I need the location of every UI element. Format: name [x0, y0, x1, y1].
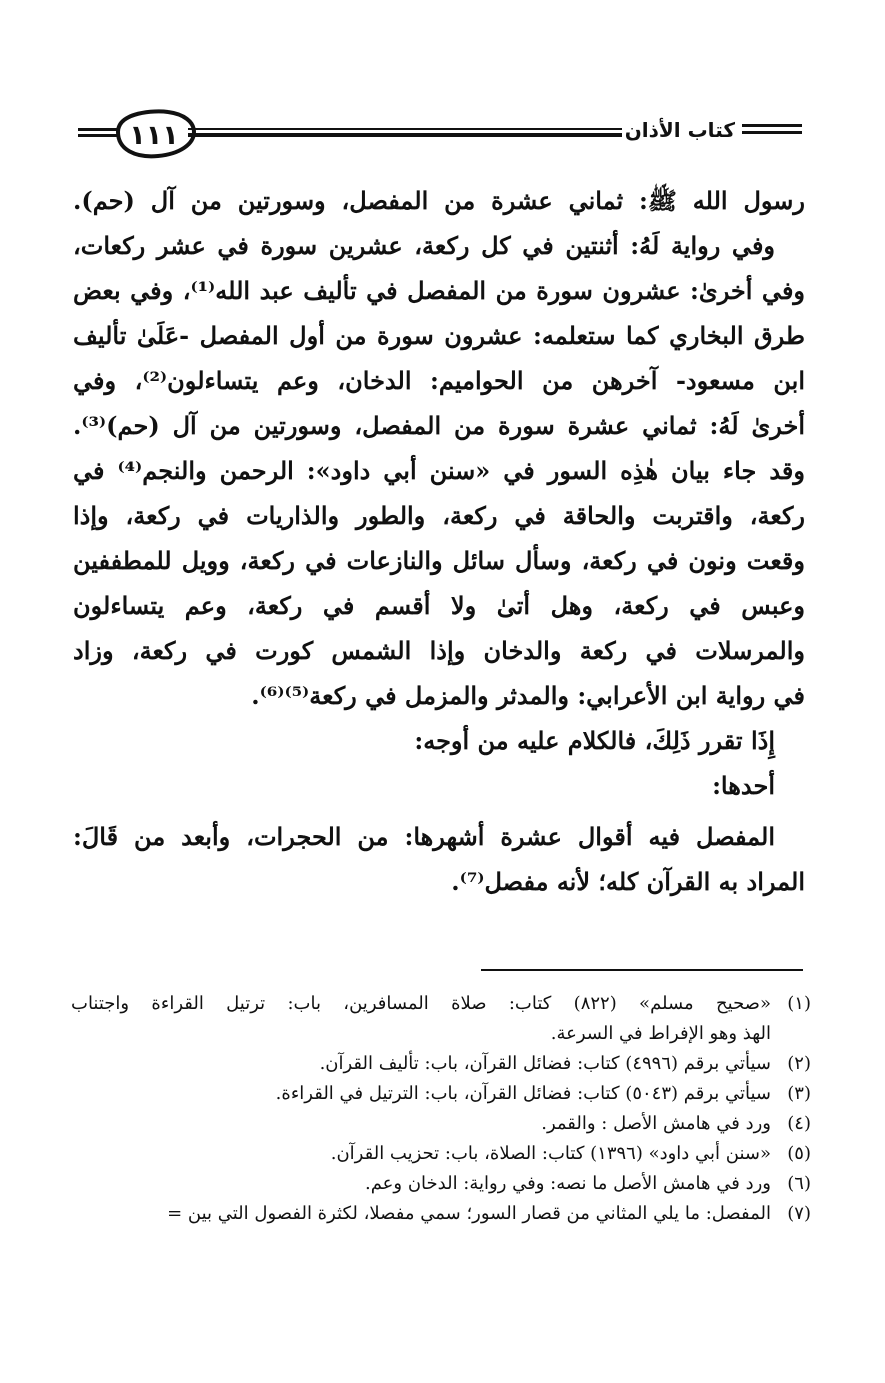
footnote-text: سيأتي برقم (٤٩٩٦) كتاب: فضائل القرآن، باب: تأليف القرآن.	[319, 1053, 771, 1074]
body-line: ابن مسعود- آخرهن من الحواميم: الدخان، وعم يتساءلون⁽²⁾، وفي	[73, 366, 805, 395]
footnote-number: (٤)	[787, 1113, 811, 1134]
book-title: كتاب الأذان	[624, 118, 735, 142]
body-line: رسول الله ﷺ: ثماني عشرة من المفصل، وسورتين من آل (حم).	[73, 186, 805, 215]
body-line: وفي أخرىٰ: عشرون سورة من المفصل في تأليف عبد الله⁽¹⁾، وفي بعض	[73, 276, 805, 305]
body-line: أحدها:	[712, 771, 775, 800]
body-line: المفصل فيه أقوال عشرة أشهرها: من الحجرات، وأبعد من قَالَ:	[73, 822, 775, 851]
footnote-3	[71, 1079, 811, 1109]
footnote-7	[71, 1199, 811, 1229]
footnote-4	[71, 1109, 811, 1139]
body-line: طرق البخاري كما ستعلمه: عشرون سورة من أول المفصل -عَلَىٰ تأليف	[73, 321, 805, 350]
running-header	[0, 108, 885, 168]
footnote-separator	[481, 969, 803, 971]
body-line: ركعة، واقتربت والحاقة في ركعة، والطور والذاريات في ركعة، وإذا	[73, 501, 805, 530]
footnote-text: الهذ وهو الإفراط في السرعة.	[550, 1023, 771, 1044]
body-line: وقد جاء بيان هٰذِه السور في «سنن أبي داود»: الرحمن والنجم⁽⁴⁾ في	[73, 456, 805, 485]
footnote-2	[71, 1049, 811, 1079]
footnote-number: (٢)	[787, 1053, 811, 1074]
footnote-text: المفصل: ما يلي المثاني من قصار السور؛ سمي مفصلا، لكثرة الفصول التي بين =	[167, 1203, 771, 1224]
footnote-text: «صحيح مسلم» (٨٢٢) كتاب: صلاة المسافرين، باب: ترتيل القراءة واجتناب	[71, 993, 771, 1014]
main-text	[73, 178, 805, 904]
footnote-text: سيأتي برقم (٥٠٤٣) كتاب: فضائل القرآن، باب: الترتيل في القراءة.	[275, 1083, 771, 1104]
footnote-5	[71, 1139, 811, 1169]
body-line: وعبس في ركعة، وهل أتىٰ ولا أقسم في ركعة، وعم يتساءلون	[73, 591, 805, 620]
footnote-1	[71, 989, 811, 1049]
footnote-text: «سنن أبي داود» (١٣٩٦) كتاب: الصلاة، باب: تحزيب القرآن.	[330, 1143, 771, 1164]
footnote-number: (١)	[787, 993, 811, 1014]
footnotes	[71, 989, 811, 1229]
footnote-text: ورد في هامش الأصل : والقمر.	[541, 1113, 771, 1134]
body-line: وفي رواية لَهُ: أثنتين في كل ركعة، عشرين سورة في عشر ركعات،	[73, 231, 776, 260]
body-line: في رواية ابن الأعرابي: والمدثر والمزمل في ركعة⁽⁵⁾⁽⁶⁾.	[251, 681, 805, 710]
body-line: أخرىٰ لَهُ: ثماني عشرة سورة من المفصل، وسورتين من آل (حم)⁽³⁾.	[73, 411, 805, 440]
footnote-6	[71, 1169, 811, 1199]
footnote-number: (٧)	[787, 1203, 811, 1224]
footnote-number: (٦)	[787, 1173, 811, 1194]
footnote-number: (٣)	[787, 1083, 811, 1104]
body-line: وقعت ونون في ركعة، وسأل سائل والنازعات في ركعة، وويل للمطففين	[73, 546, 805, 575]
footnote-number: (٥)	[787, 1143, 811, 1164]
body-line: إِذَا تقرر ذَلِكَ، فالكلام عليه من أوجه:	[414, 726, 775, 755]
body-line: المراد به القرآن كله؛ لأنه مفصل⁽⁷⁾.	[451, 867, 805, 896]
body-line: والمرسلات في ركعة والدخان وإذا الشمس كورت في ركعة، وزاد	[73, 636, 805, 665]
footnote-text: ورد في هامش الأصل ما نصه: وفي رواية: الدخان وعم.	[364, 1173, 771, 1194]
page-number: ١١١	[129, 120, 179, 151]
